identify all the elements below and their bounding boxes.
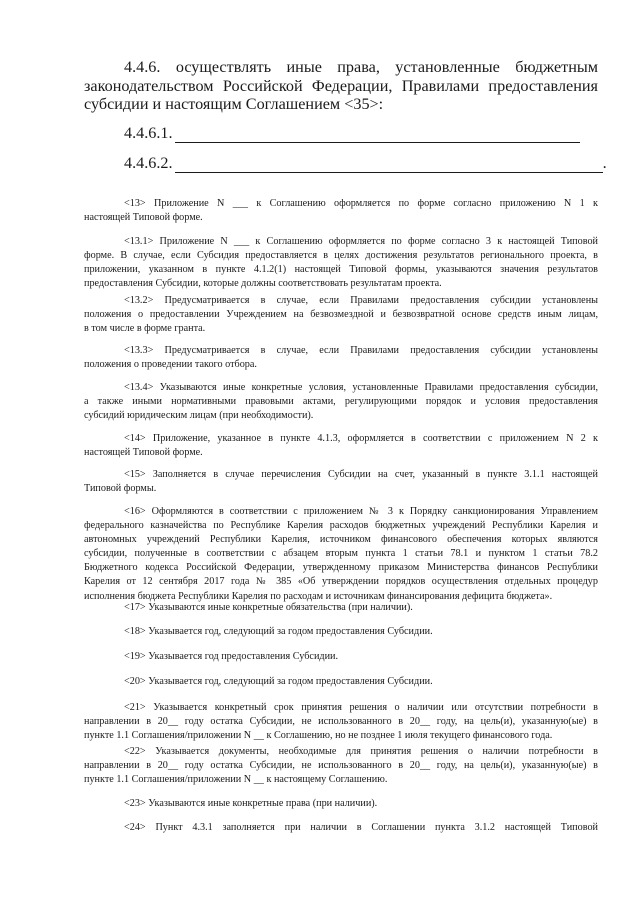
footnote-line: <16> Оформляются в соответствии с приложением № 3 к Порядку санкционирования Управлением <box>124 506 598 517</box>
clause-4-4-6 <box>84 58 598 114</box>
footnote-line: <14> Приложение, указанное в пункте 4.1.3, оформляется в соответствии с приложением N 2 к <box>124 433 598 444</box>
footnote-line: <15> Заполняется в случае перечисления Субсидии на счет, указанный в пункте 3.1.1 настоящей <box>124 469 598 480</box>
clause-line: законодательством Российской Федерации, Правилами предоставления <box>84 76 598 95</box>
footnote <box>84 294 598 336</box>
footnote-line: предоставления Субсидии, которые должны соответствовать результатам проекта. <box>84 278 442 290</box>
footnote-line: <13.4> Указываются иные конкретные условия, установленные Правилами предоставления субсидии, <box>124 382 598 393</box>
footnote <box>84 745 598 787</box>
clause-line: 4.4.6. осуществлять иные права, установленные бюджетным <box>124 58 598 76</box>
clause-number: 4.4.6.1. <box>124 124 173 142</box>
clause-end-period: . <box>602 154 607 172</box>
footnote-line: исполнения бюджета Республики Карелия по расходам и источникам финансирования дефицита бюджета». <box>84 590 553 602</box>
footnote-line: приложении, указанном в пункте 4.1.2(1) настоящей Типовой формы, указываются значения результатов <box>84 264 598 276</box>
footnote-line: <18> Указывается год, следующий за годом предоставления Субсидии. <box>124 626 433 637</box>
footnote <box>84 235 598 291</box>
footnote-line: в том числе в форме гранта. <box>84 323 206 335</box>
footnote <box>84 344 598 372</box>
footnote-line: субсидии, полученные в соответствии с абзацем вторым пункта 1 статьи 78.1 и пунктом 1 статьи 78.2 <box>84 548 598 560</box>
footnote-line: положения о предоставлении Учреждением на безвозмездной и безвозвратной основе средств иным лицам, <box>84 309 598 321</box>
footnote-line: пункте 1.1 Соглашения/приложении N __ к настоящему Соглашению. <box>84 774 388 786</box>
footnote <box>84 197 598 225</box>
footnote-line: а также иными нормативными правовыми актами, регулирующими порядок и условия предоставления <box>84 396 598 408</box>
footnote-line: <20> Указывается год, следующий за годом предоставления Субсидии. <box>124 676 433 687</box>
footnote-line: <13.1> Приложение N ___ к Соглашению оформляется по форме согласно 3 к настоящей Типовой <box>124 236 598 247</box>
footnote-line: форме. В случае, если Субсидия предоставляется в целях достижения результатов регионального проекта, в <box>84 250 598 262</box>
footnote-line: <21> Указывается конкретный срок принятия решения о наличии или отсутствии потребности в <box>124 702 598 713</box>
footnote-line: <23> Указываются иные конкретные права (при наличии). <box>124 798 378 809</box>
fill-in-underline <box>175 127 580 143</box>
footnote-line: <17> Указываются иные конкретные обязательства (при наличии). <box>124 602 413 613</box>
footnote-line: настоящей Типовой форме. <box>84 447 203 459</box>
footnote-line: положения о проведении такого отбора. <box>84 359 257 371</box>
footnote-line: федерального казначейства по Республике Карелия расходов бюджетных учреждений Республики Карелия и <box>84 520 598 532</box>
footnote <box>84 381 598 423</box>
footnote <box>84 650 598 664</box>
footnote-line: <13> Приложение N ___ к Соглашению оформляется по форме согласно приложению N 1 к <box>124 198 598 209</box>
clause-line: субсидии и настоящим Соглашением <35>: <box>84 95 384 114</box>
footnote <box>84 505 598 604</box>
footnote-line: <13.3> Предусматривается в случае, если Правилами предоставления субсидии установлены <box>124 345 598 356</box>
footnote <box>84 701 598 743</box>
footnote <box>84 601 598 615</box>
footnote-line: <13.2> Предусматривается в случае, если Правилами предоставления субсидии установлены <box>124 295 598 306</box>
footnote-line: автономных учреждений Республики Карелия, источником финансового обеспечения которых являются <box>84 534 598 546</box>
footnote-line: Бюджетного кодекса Российской Федерации, утвержденному приказом Министерства финансов Республики <box>84 562 598 574</box>
footnote-line: Карелия от 12 сентября 2017 года № 385 «Об утверждении порядков осуществления отдельных процедур <box>84 576 598 588</box>
footnote <box>84 821 598 835</box>
footnote-line: пункте 1.1 Соглашения/приложении N __ к Соглашению, но не позднее 1 июля текущего финансового года. <box>84 730 553 742</box>
clause-4-4-6-2-blank <box>124 153 607 173</box>
footnote-line: Типовой формы. <box>84 483 157 495</box>
footnote <box>84 432 598 460</box>
footnote-line: настоящей Типовой форме. <box>84 212 203 224</box>
footnote-line: субсидий юридическим лицам (при необходимости). <box>84 410 314 422</box>
footnote-line: направлении в 20__ году остатка Субсидии, не использованного в 20__ году, на цель(и), указанную(ые) в <box>84 716 598 728</box>
clause-number: 4.4.6.2. <box>124 154 173 172</box>
fill-in-underline <box>175 157 603 173</box>
footnote <box>84 625 598 639</box>
footnote-line: <24> Пункт 4.3.1 заполняется при наличии в Соглашении пункта 3.1.2 настоящей Типовой <box>124 822 598 833</box>
footnote <box>84 797 598 811</box>
footnote-line: <22> Указывается документы, необходимые для принятия решения о наличии потребности в <box>124 746 598 757</box>
footnote <box>84 468 598 496</box>
footnote-line: направлении в 20__ году остатка Субсидии, не использованного в 20__ году, на цель(и), указанную(ые) в <box>84 760 598 772</box>
footnote <box>84 675 598 689</box>
clause-4-4-6-1-blank <box>124 123 580 143</box>
footnote-line: <19> Указывается год предоставления Субсидии. <box>124 651 339 662</box>
